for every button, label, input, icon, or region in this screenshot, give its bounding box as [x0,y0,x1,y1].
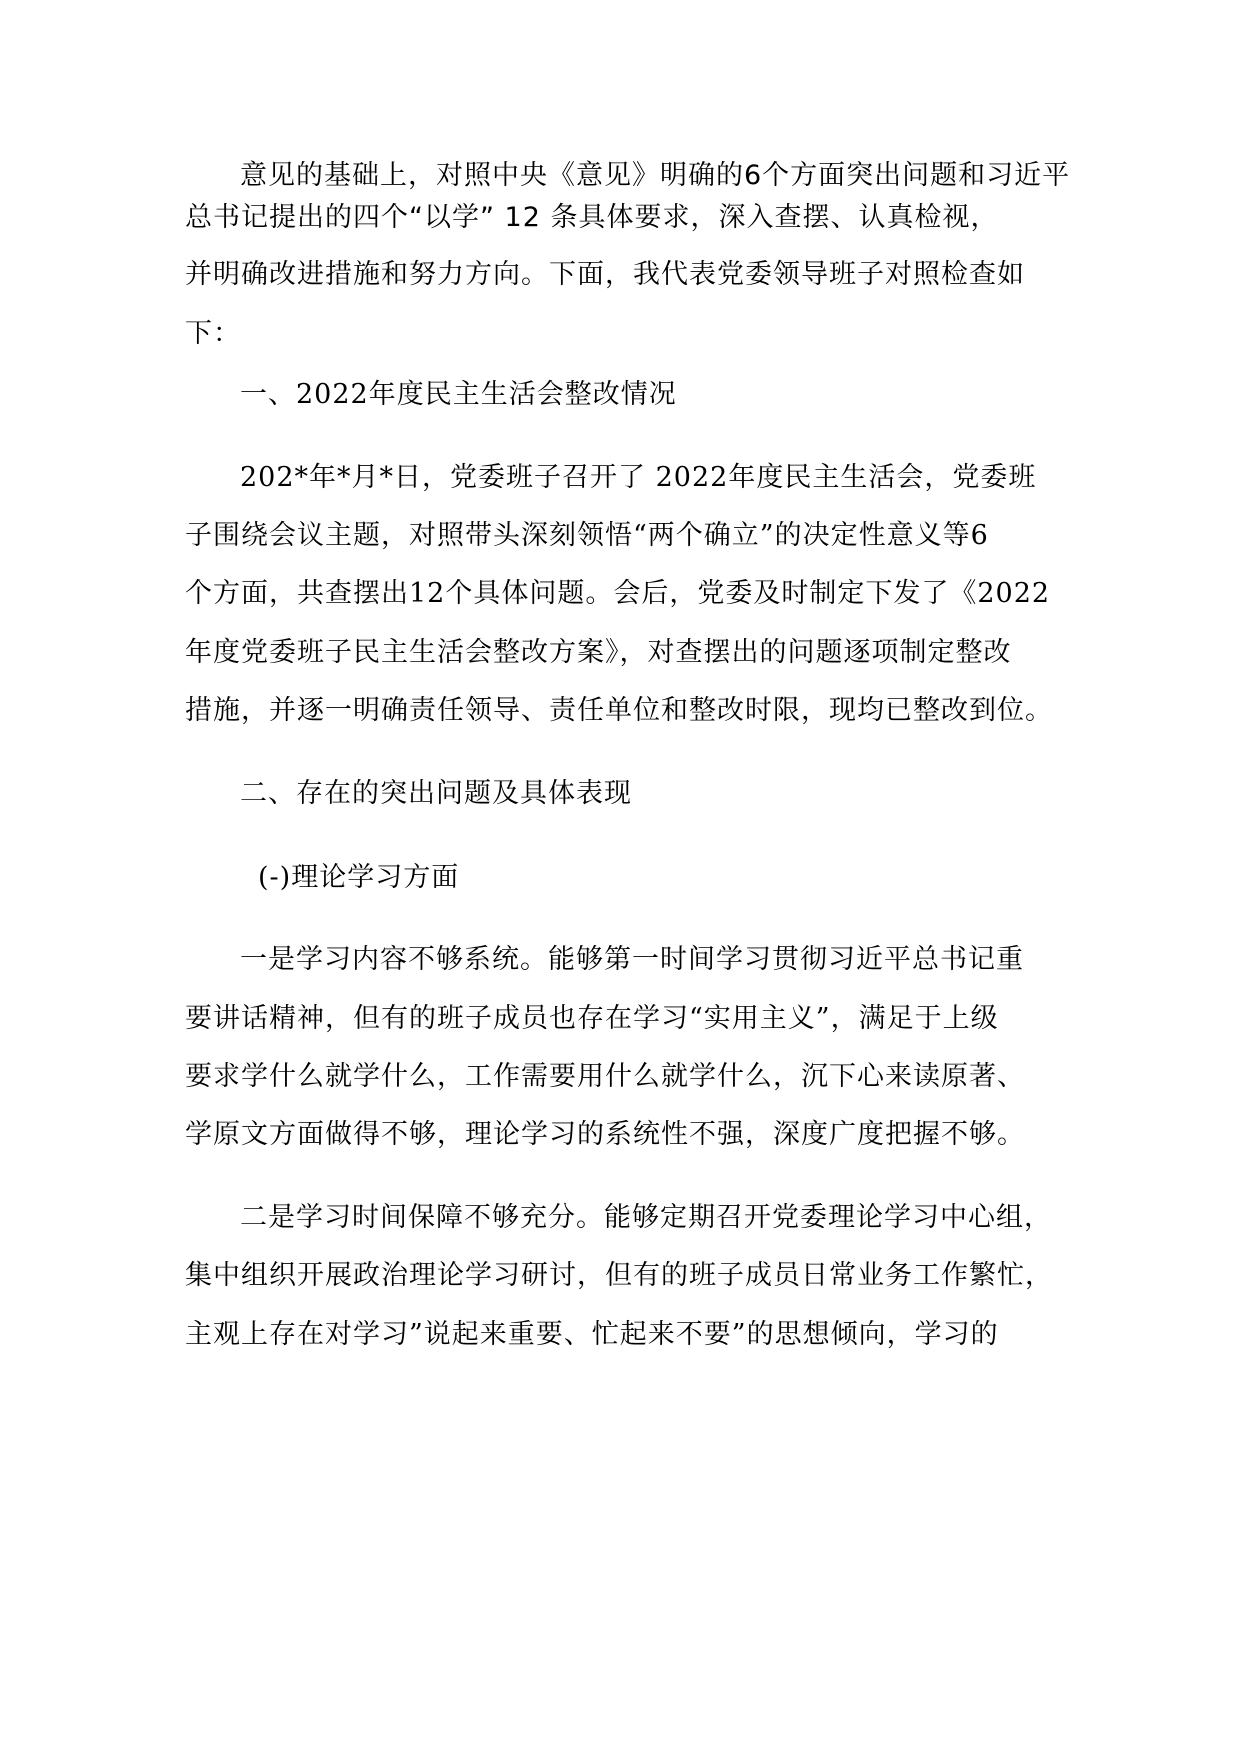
paragraph-line: 意见的基础上，对照中央《意见》明确的6个方面突出问题和习近平 [240,160,1071,191]
paragraph-line: 要讲话精神，但有的班子成员也存在学习“实用主义”，满足于上级 [185,1003,999,1034]
paragraph-line: 个方面，共查摆出12个具体问题。会后，党委及时制定下发了《2022 [185,578,1051,609]
paragraph-line: 总书记提出的四个“以学” 12 条具体要求，深入查摆、认真检视， [185,202,999,233]
paragraph-line: 年度党委班子民主生活会整改方案》，对查摆出的问题逐项制定整改 [185,637,1012,668]
paragraph-line: 二是学习时间保障不够充分。能够定期召开党委理论学习中心组， [240,1202,1052,1233]
paragraph-line: 集中组织开展政治理论学习研讨，但有的班子成员日常业务工作繁忙， [185,1260,1053,1291]
section-heading: 一、2022年度民主生活会整改情况 [240,379,677,410]
paragraph-line: 并明确改进措施和努力方向。下面，我代表党委领导班子对照检查如 [185,259,1025,290]
paragraph-line: 学原文方面做得不够，理论学习的系统性不强，深度广度把握不够。 [185,1119,1025,1150]
paragraph-line: 一是学习内容不够系统。能够第一时间学习贯彻习近平总书记重 [240,944,1024,975]
paragraph-line: 202*年*月*日，党委班子召开了 2022年度民主生活会，党委班 [240,462,1037,493]
paragraph-line: 主观上存在对学习”说起来重要、忙起来不要”的思想倾向，学习的 [185,1319,999,1350]
paragraph-line: 措施，并逐一明确责任领导、责任单位和整改时限，现均已整改到位。 [185,695,1053,726]
paragraph-line: 要求学什么就学什么，工作需要用什么就学什么，沉下心来读原著、 [185,1061,1025,1092]
subsection-heading: (-)理论学习方面 [258,862,460,893]
paragraph-line: 子围绕会议主题，对照带头深刻领悟“两个确立”的决定性意义等6 [185,520,989,551]
paragraph-line: 下： [185,318,241,349]
section-heading: 二、存在的突出问题及具体表现 [240,778,632,809]
